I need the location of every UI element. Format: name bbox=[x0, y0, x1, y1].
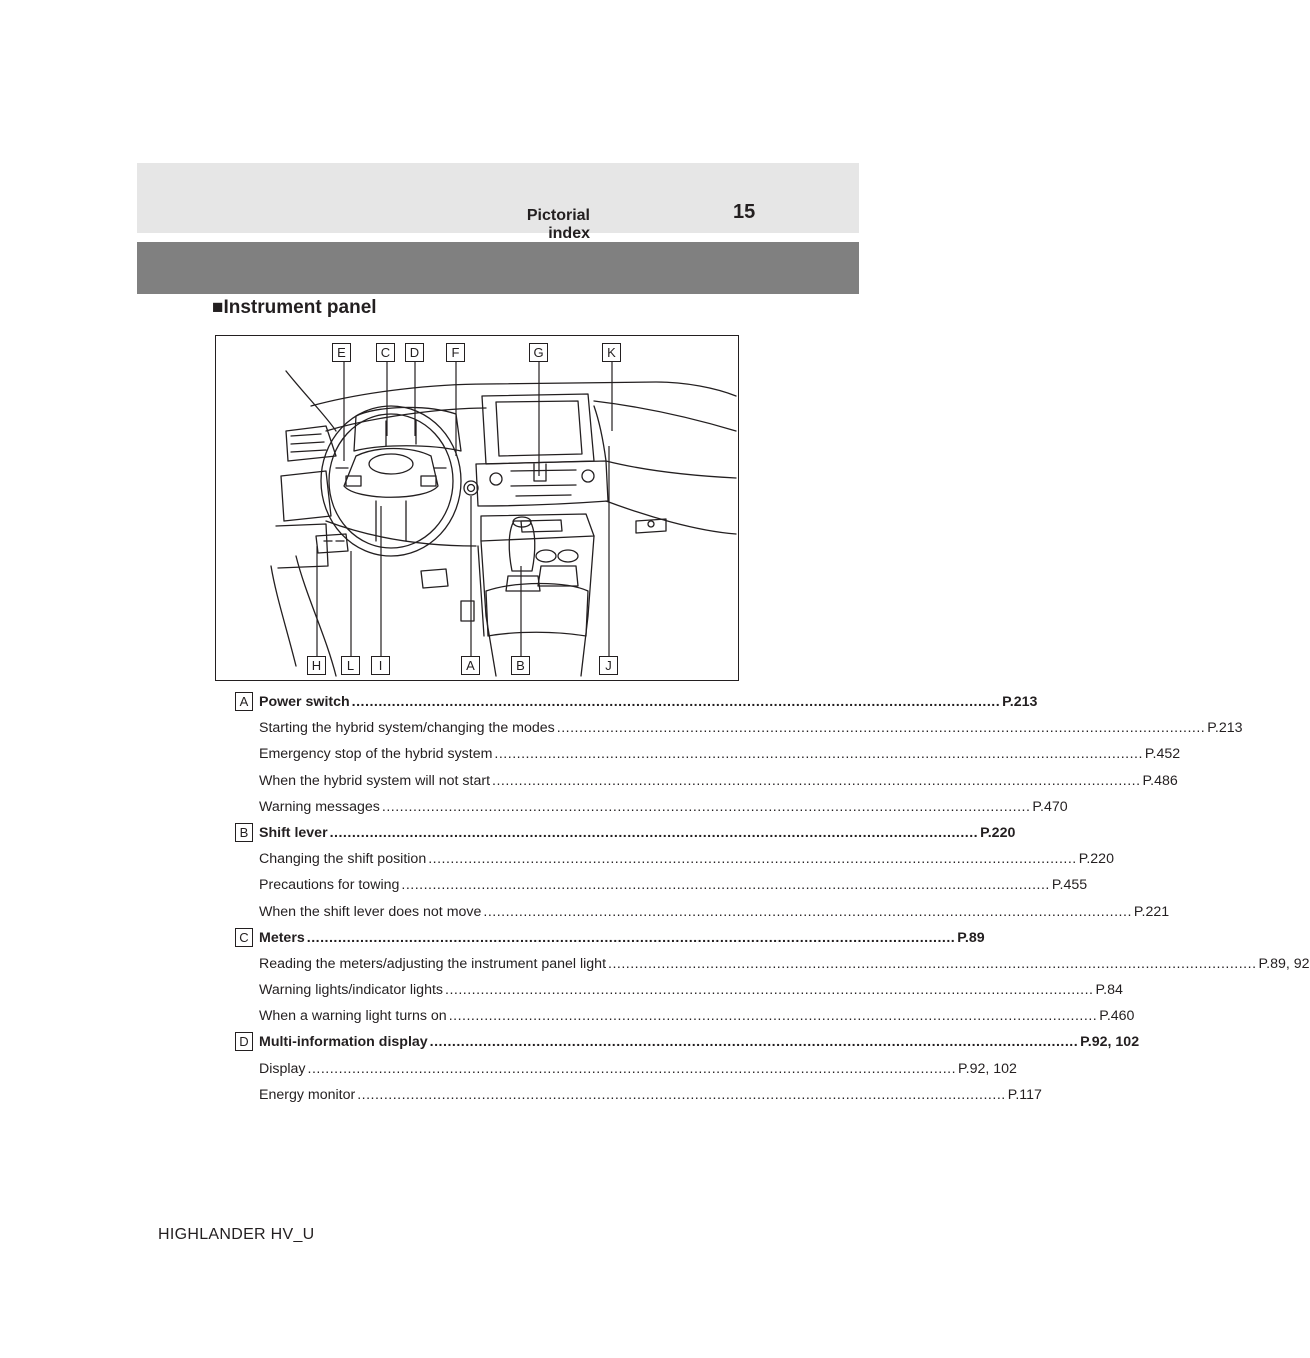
item-label: Reading the meters/adjusting the instrument panel light bbox=[259, 955, 607, 972]
index-subitem[interactable]: When the hybrid system will not start .................................................................................................................................................. P.486 bbox=[235, 768, 725, 794]
section-band bbox=[137, 242, 859, 294]
page-ref: P.220 bbox=[1078, 851, 1114, 868]
callout-L: L bbox=[341, 656, 360, 675]
item-label: Power switch bbox=[259, 694, 350, 710]
item-label: Precautions for towing bbox=[259, 877, 400, 894]
page-ref: P.455 bbox=[1051, 877, 1088, 894]
section-heading: ■Instrument panel bbox=[212, 297, 377, 318]
page-ref: P.460 bbox=[1099, 1008, 1135, 1025]
page-ref: P.220 bbox=[980, 824, 1016, 841]
page-ref: P.213 bbox=[1207, 720, 1243, 737]
item-label: Energy monitor bbox=[259, 1086, 356, 1103]
callout-J: J bbox=[599, 656, 618, 675]
page-ref: P.213 bbox=[1002, 694, 1038, 710]
index-subitem[interactable]: Display .................................................................................................................................................. P.92, 102 bbox=[235, 1056, 725, 1082]
item-label: When the hybrid system will not start bbox=[259, 772, 491, 789]
index-item[interactable]: Power switch .................................................................................................................................................. P.213 bbox=[235, 689, 725, 715]
callout-I: I bbox=[371, 656, 390, 675]
item-label: When the shift lever does not move bbox=[259, 903, 482, 920]
index-subitem[interactable]: Precautions for towing .................................................................................................................................................. P.455 bbox=[235, 872, 725, 898]
instrument-panel-illustration bbox=[215, 335, 739, 681]
page-number: 15 bbox=[733, 201, 756, 223]
item-label: Starting the hybrid system/changing the modes bbox=[259, 720, 555, 737]
callout-E: E bbox=[332, 343, 351, 362]
index-list bbox=[235, 689, 1310, 1108]
page-ref: P.221 bbox=[1133, 903, 1170, 920]
index-item[interactable]: Meters .................................................................................................................................................. P.89 bbox=[235, 925, 725, 951]
item-label: Emergency stop of the hybrid system bbox=[259, 746, 493, 763]
dashboard-drawing bbox=[216, 336, 740, 682]
index-subitem[interactable]: Starting the hybrid system/changing the modes .................................................................................................................................................. P.213 bbox=[235, 715, 725, 741]
index-subitem[interactable]: Reading the meters/adjusting the instrument panel light .................................................................................................................................................. P.89, 92 bbox=[235, 951, 725, 977]
page-ref: P.84 bbox=[1095, 982, 1123, 999]
page-ref: P.486 bbox=[1142, 772, 1178, 789]
index-subitem[interactable]: When the shift lever does not move .................................................................................................................................................. P.221 bbox=[235, 899, 725, 925]
callout-G: G bbox=[529, 343, 548, 362]
item-label: Meters bbox=[259, 929, 305, 946]
page-ref: P.92, 102 bbox=[958, 1060, 1017, 1077]
callout-K: K bbox=[602, 343, 621, 362]
callout-B: B bbox=[511, 656, 530, 675]
page-ref: P.92, 102 bbox=[1080, 1034, 1140, 1051]
index-entry bbox=[235, 820, 1170, 925]
index-entry bbox=[235, 689, 1243, 820]
index-entry bbox=[235, 925, 1310, 1030]
page-ref: P.89 bbox=[957, 929, 985, 946]
index-subitem[interactable]: Emergency stop of the hybrid system .................................................................................................................................................. P.452 bbox=[235, 741, 725, 767]
callout-D: D bbox=[405, 343, 424, 362]
callout-C: C bbox=[376, 343, 395, 362]
index-subitem[interactable]: Warning messages .................................................................................................................................................. P.470 bbox=[235, 794, 725, 820]
callout-A: A bbox=[461, 656, 480, 675]
index-item[interactable]: Multi-information display .................................................................................................................................................. P.92, 102 bbox=[235, 1029, 725, 1055]
index-entry bbox=[235, 1029, 1140, 1108]
page-ref: P.470 bbox=[1032, 798, 1068, 815]
index-item[interactable]: Shift lever .................................................................................................................................................. P.220 bbox=[235, 820, 725, 846]
item-label: Warning lights/indicator lights bbox=[259, 982, 443, 999]
footer-model-name: HIGHLANDER HV_U bbox=[158, 1226, 315, 1243]
index-subitem[interactable]: Warning lights/indicator lights .................................................................................................................................................. P.84 bbox=[235, 977, 725, 1003]
index-subitem[interactable]: When a warning light turns on .................................................................................................................................................. P.460 bbox=[235, 1003, 725, 1029]
item-label: When a warning light turns on bbox=[259, 1008, 447, 1025]
index-subitem[interactable]: Energy monitor .................................................................................................................................................. P.117 bbox=[235, 1082, 725, 1108]
page-section-title: Pictorial index bbox=[526, 207, 590, 242]
item-label: Shift lever bbox=[259, 824, 328, 841]
callout-H: H bbox=[307, 656, 326, 675]
item-label: Multi-information display bbox=[259, 1034, 428, 1051]
item-label: Display bbox=[259, 1060, 306, 1077]
entry-letter: B bbox=[235, 823, 253, 842]
page-ref: P.89, 92 bbox=[1258, 955, 1310, 972]
entry-letter: A bbox=[235, 692, 253, 711]
page-ref: P.452 bbox=[1144, 746, 1181, 763]
callout-F: F bbox=[446, 343, 465, 362]
entry-letter: D bbox=[235, 1032, 253, 1051]
item-label: Warning messages bbox=[259, 798, 380, 815]
index-subitem[interactable]: Changing the shift position .................................................................................................................................................. P.220 bbox=[235, 846, 725, 872]
item-label: Changing the shift position bbox=[259, 851, 427, 868]
entry-letter: C bbox=[235, 928, 253, 947]
page-ref: P.117 bbox=[1007, 1086, 1042, 1103]
